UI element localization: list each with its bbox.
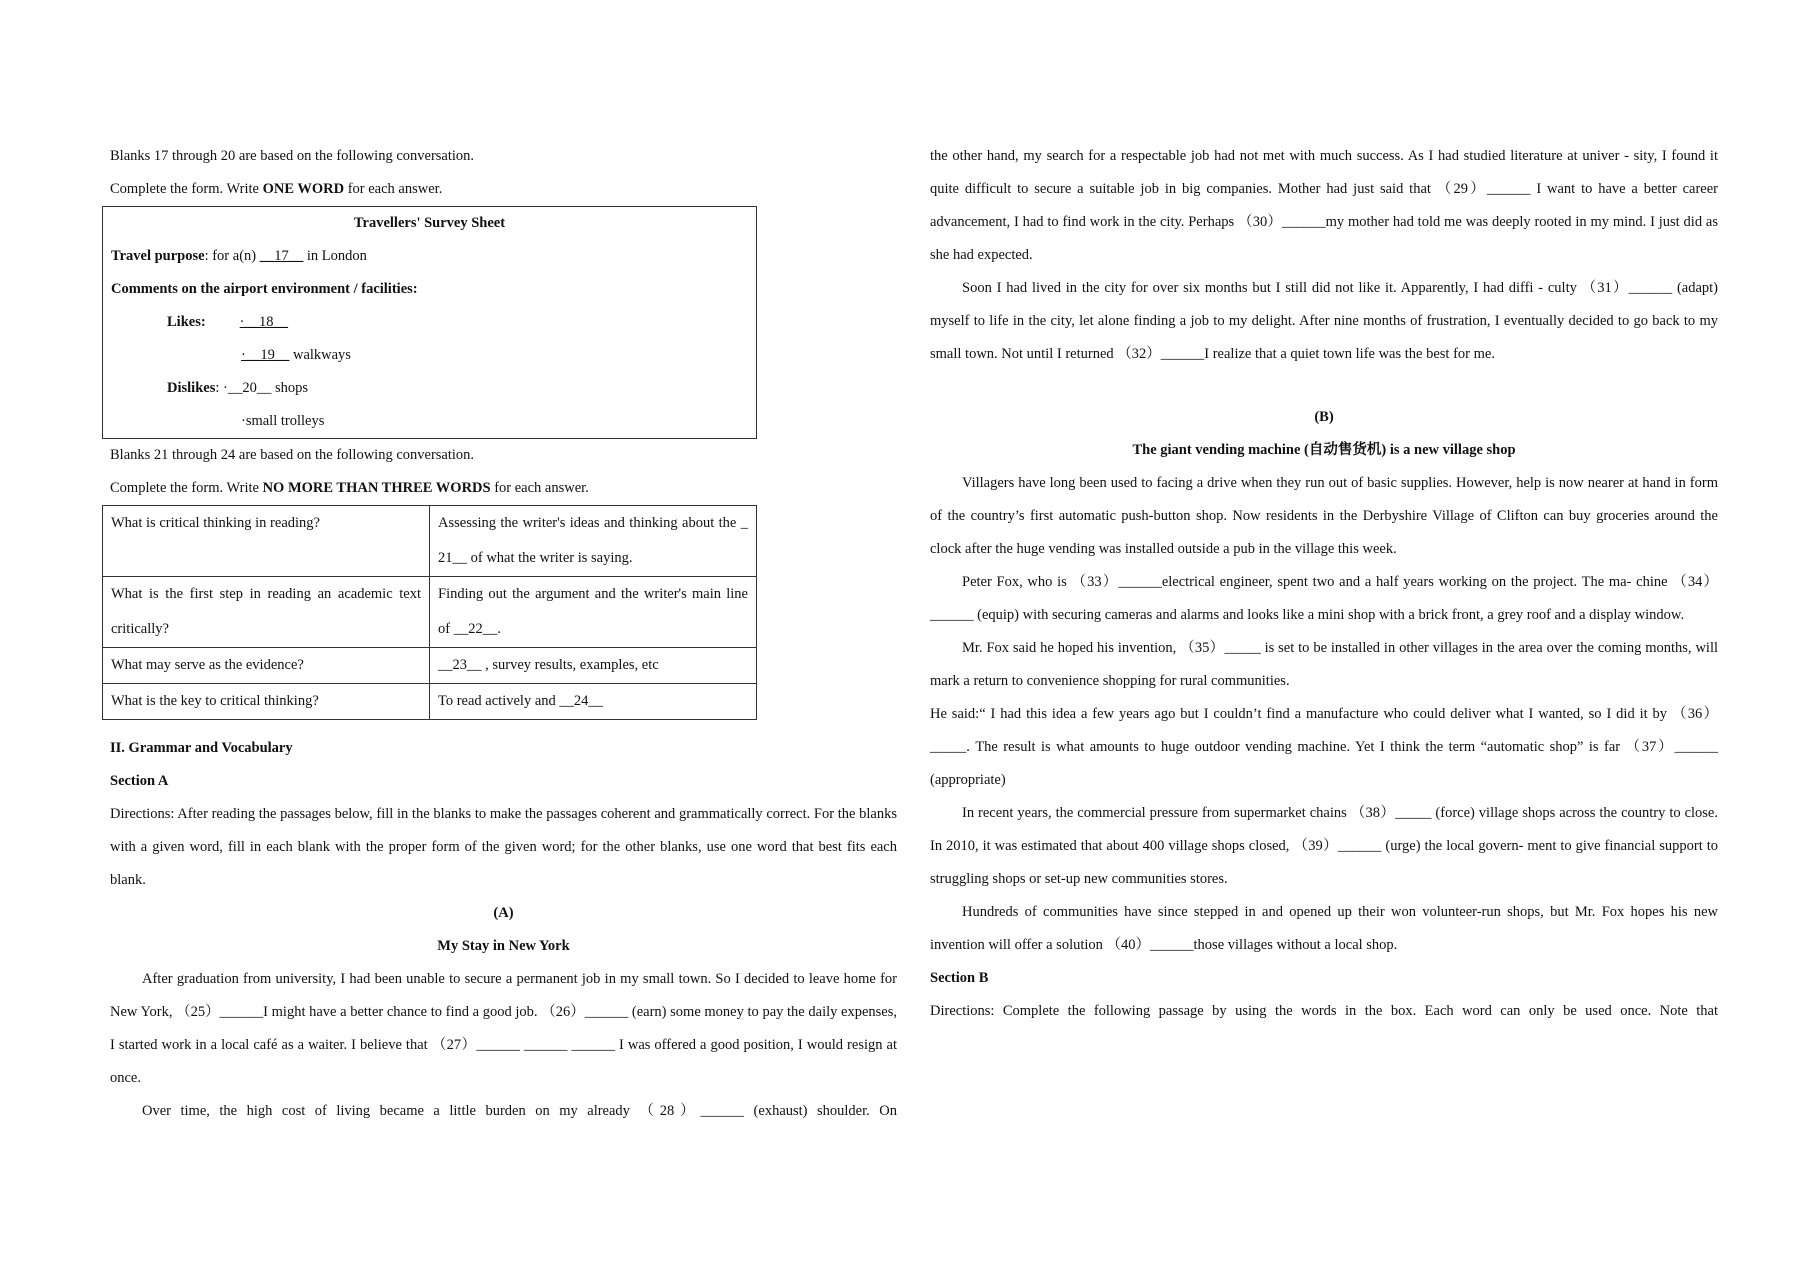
passage-a-paragraph-1: After graduation from university, I had been unable to secure a permanent job in my small town. So I decided to leave home for New York, （25）______I might have a better chance to find a good job. （26）______ (earn) some money to pay the daily expenses, I started work in a local café as a waiter. I believe that （27）______ ______ ______ I was offered a good position, I would resign at once. xyxy=(110,971,897,1086)
purpose-text: : for a(n) xyxy=(204,248,260,264)
instruction-text: Complete the form. Write xyxy=(110,480,263,496)
passage-b-paragraph-1: Villagers have long been used to facing a drive when they run out of basic supplies. However, help is now nearer at hand in form of the country’s first automatic push-button shop. Now residents in the Derbyshire Village of Clifton can buy groceries around the clock after the huge vending was installed outside a pub in the village this week. xyxy=(930,475,1718,557)
likes-row xyxy=(111,306,748,339)
intro-21-24: Blanks 21 through 24 are based on the following conversation. xyxy=(110,447,475,463)
question-cell: What may serve as the evidence? xyxy=(103,648,430,684)
question-cell: What is the key to critical thinking? xyxy=(103,684,430,720)
instruction-three-words xyxy=(110,472,897,505)
like-2-row xyxy=(111,339,748,372)
answer-cell: Finding out the argument and the writer's main line of __22__. xyxy=(430,577,757,648)
section-b-heading: Section B xyxy=(930,970,989,986)
blank-17: __17__ xyxy=(259,248,304,264)
purpose-post: in London xyxy=(303,248,367,264)
passage-b-title: The giant vending machine (自动售货机) is a new village shop xyxy=(1132,442,1516,458)
instruction-one-word xyxy=(110,173,897,206)
section-a-heading: Section A xyxy=(110,773,169,789)
passage-a-paragraph-2: Over time, the high cost of living became a little burden on my already （28）______ (exhaust) shoulder. On xyxy=(142,1103,897,1119)
question-cell: What is critical thinking in reading? xyxy=(103,506,430,577)
critical-thinking-table xyxy=(102,505,757,720)
directions-b: Directions: Complete the following passage by using the words in the box. Each word can only be used once. Note that xyxy=(930,1003,1718,1019)
left-column xyxy=(110,140,897,1128)
answer-cell: Assessing the writer's ideas and thinking about the _ 21__ of what the writer is saying. xyxy=(430,506,757,577)
comments-label: Comments on the airport environment / facilities: xyxy=(111,281,418,297)
passage-b-paragraph-3: Mr. Fox said he hoped his invention, （35）_____ is set to be installed in other villages in the area over the coming months, will mark a return to convenience shopping for rural communities. xyxy=(930,640,1718,689)
passage-b-paragraph-6: Hundreds of communities have since stepped in and opened up their won volunteer-run shops, but Mr. Fox hopes his new invention will offer a solution （40）______those villages without a local shop. xyxy=(930,904,1718,953)
passage-b-paragraph-4: He said:“ I had this idea a few years ago but I couldn’t find a manufacture who could deliver what I wanted, so I did it by （36）_____. The result is what amounts to huge outdoor vending machine. Yet I think the term “automatic shop” is far （37）______ (appropriate) xyxy=(930,706,1719,788)
answer-cell: __23__ , survey results, examples, etc xyxy=(430,648,757,684)
survey-title: Travellers' Survey Sheet xyxy=(353,215,506,231)
answer-cell: To read actively and __24__ xyxy=(430,684,757,720)
blank-19: ·__19__ xyxy=(241,347,290,363)
directions-a: Directions: After reading the passages below, fill in the blanks to make the passages coherent and grammatically correct. For the blanks with a given word, fill in each blank with the proper form of the given word; for the other blanks, use one word that best fits each blank. xyxy=(110,806,897,888)
table-row xyxy=(103,684,757,720)
likes-label: Likes: xyxy=(167,314,206,330)
question-cell: What is the first step in reading an academic text critically? xyxy=(103,577,430,648)
passage-a-label: (A) xyxy=(493,905,514,921)
shops-text: shops xyxy=(271,380,308,396)
dislikes-row xyxy=(111,372,748,405)
instruction-text: Complete the form. Write xyxy=(110,181,263,197)
instruction-text-end: for each answer. xyxy=(344,181,443,197)
purpose-label: Travel purpose xyxy=(111,248,205,264)
instruction-text-end: for each answer. xyxy=(490,480,589,496)
passage-a-title: My Stay in New York xyxy=(437,938,570,954)
spacer xyxy=(930,371,1718,401)
passage-b-label: (B) xyxy=(1314,409,1334,425)
instruction-bold: NO MORE THAN THREE WORDS xyxy=(262,480,491,496)
travel-purpose-row xyxy=(111,240,748,273)
grammar-heading: II. Grammar and Vocabulary xyxy=(110,740,293,756)
comments-row xyxy=(111,273,748,306)
spacer xyxy=(110,720,897,732)
walkways-text: walkways xyxy=(289,347,351,363)
passage-a-continued: the other hand, my search for a respectable job had not met with much success. As I had studied literature at univer - sity, I found it quite difficult to secure a suitable job in big companies. Mother had just said that （29）______ I want to have a better career advancement, I had to find work in the city. Perhaps （30）______my mother had told me was deeply rooted in my mind. I just did as she had expected. xyxy=(930,148,1718,263)
right-column xyxy=(930,140,1718,1028)
instruction-bold: ONE WORD xyxy=(262,181,345,197)
intro-17-20: Blanks 17 through 20 are based on the following conversation. xyxy=(110,148,475,164)
dislikes-label: Dislikes xyxy=(167,380,216,396)
survey-sheet-box xyxy=(102,206,757,439)
blank-20: : ·__20__ xyxy=(215,380,272,396)
passage-b-paragraph-2: Peter Fox, who is （33）______electrical engineer, spent two and a half years working on the project. The ma- chine （34）______ (equip) with securing cameras and alarms and looks like a mini shop with a brick front, a grey roof and a display window. xyxy=(930,574,1718,623)
table-row xyxy=(103,648,757,684)
table-row xyxy=(103,577,757,648)
passage-b-paragraph-5: In recent years, the commercial pressure from supermarket chains （38）_____ (force) village shops across the country to close. In 2010, it was estimated that about 400 village shops closed, （39）______ (urge) the local govern- ment to give financial support to struggling shops or set-up new communities stores. xyxy=(930,805,1718,887)
dislike-2-row: ·small trolleys xyxy=(241,413,325,429)
blank-18: ·__18__ xyxy=(239,314,289,330)
passage-a-paragraph-3: Soon I had lived in the city for over six months but I still did not like it. Apparently, I had diffi - culty （31）______ (adapt) myself to life in the city, let alone finding a job to my delight. After nine months of frustration, I eventually decided to go back to my small town. Not until I returned （32）______I realize that a quiet town life was the best for me. xyxy=(930,280,1718,362)
table-row xyxy=(103,506,757,577)
